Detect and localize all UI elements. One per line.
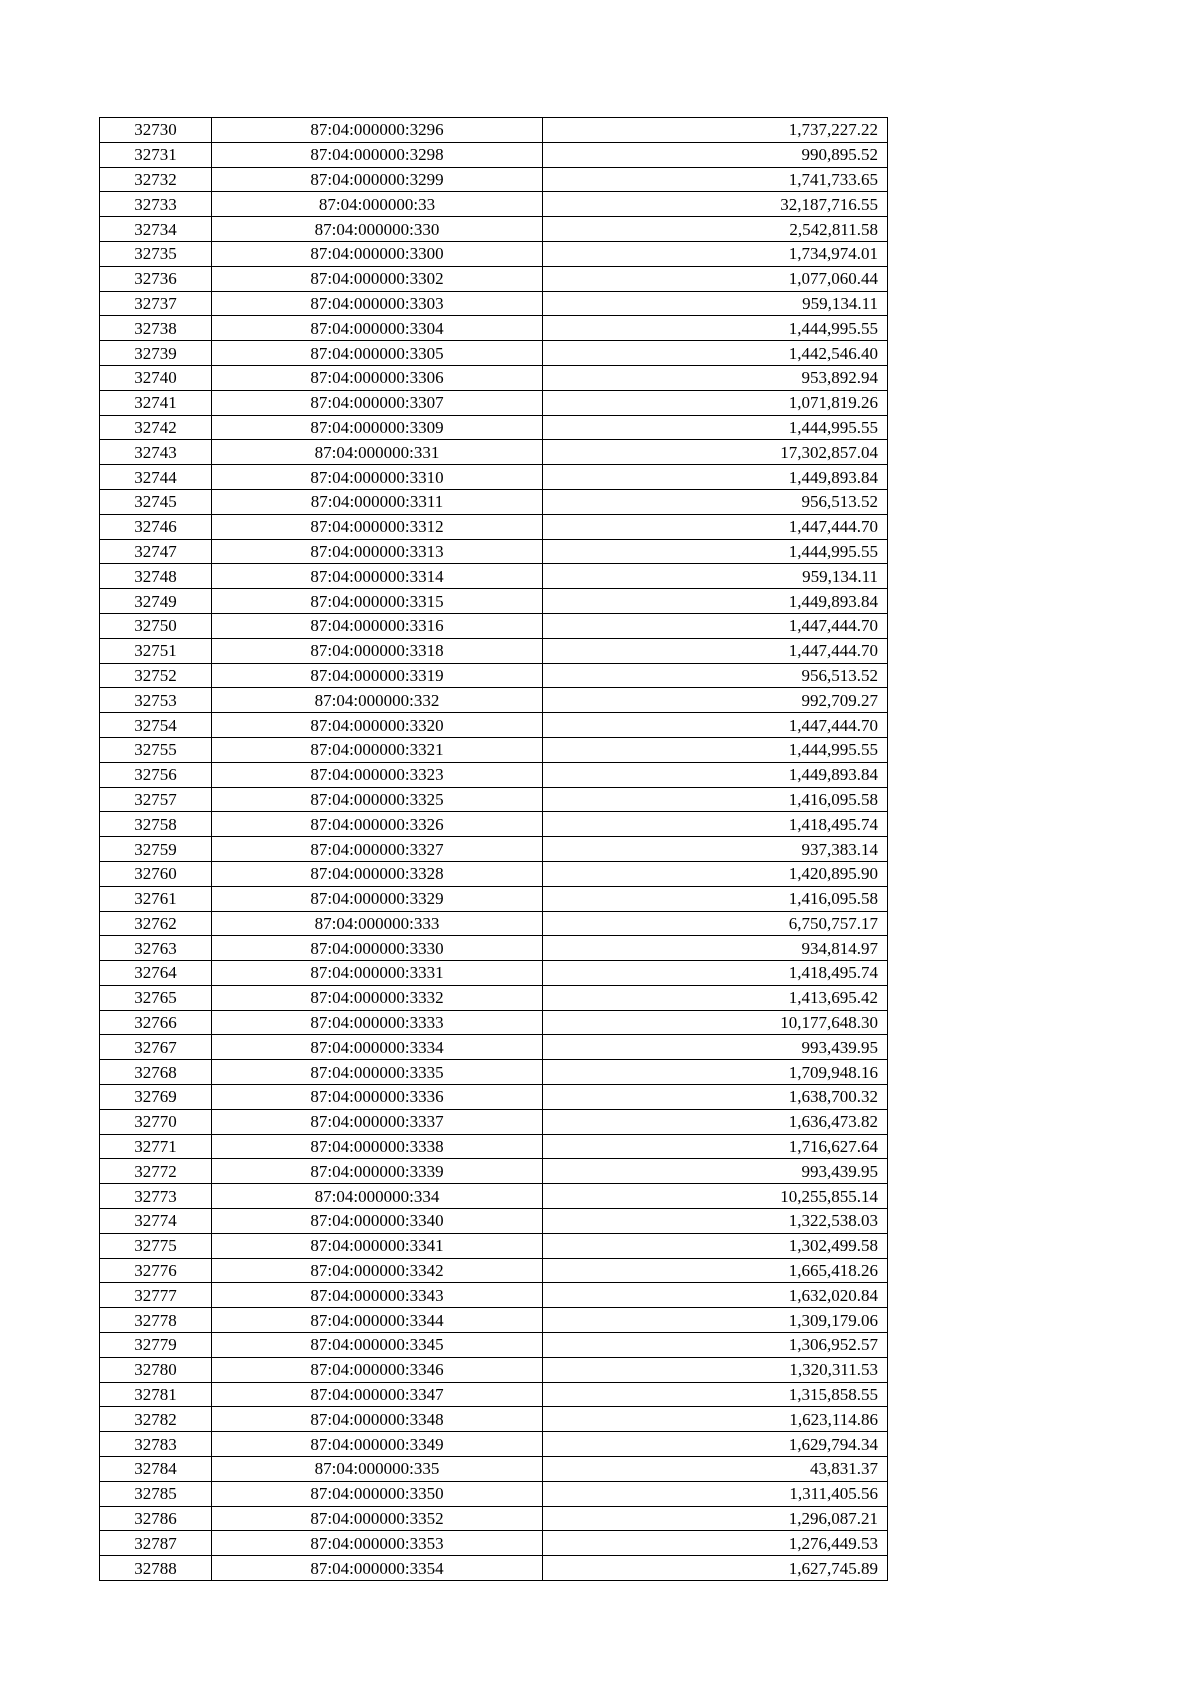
table-row	[100, 341, 888, 366]
value-cell: 959,134.11	[543, 564, 888, 589]
cadastral-number-cell: 87:04:000000:3326	[212, 812, 543, 837]
value-cell: 1,413,695.42	[543, 985, 888, 1010]
cadastral-number-cell: 87:04:000000:332	[212, 688, 543, 713]
row-number-cell: 32747	[100, 539, 212, 564]
cadastral-number-cell: 87:04:000000:3347	[212, 1382, 543, 1407]
table-row	[100, 1357, 888, 1382]
value-cell: 1,315,858.55	[543, 1382, 888, 1407]
table-row	[100, 1382, 888, 1407]
table-row	[100, 688, 888, 713]
table-row	[100, 1109, 888, 1134]
table-row	[100, 663, 888, 688]
table-row	[100, 142, 888, 167]
table-row	[100, 539, 888, 564]
value-cell: 10,255,855.14	[543, 1184, 888, 1209]
row-number-cell: 32737	[100, 291, 212, 316]
table-row	[100, 1481, 888, 1506]
cadastral-number-cell: 87:04:000000:3304	[212, 316, 543, 341]
table-row	[100, 365, 888, 390]
cadastral-number-cell: 87:04:000000:3331	[212, 961, 543, 986]
table-row	[100, 886, 888, 911]
cadastral-number-cell: 87:04:000000:3340	[212, 1209, 543, 1234]
table-row	[100, 936, 888, 961]
value-cell: 1,741,733.65	[543, 167, 888, 192]
row-number-cell: 32761	[100, 886, 212, 911]
cadastral-number-cell: 87:04:000000:3352	[212, 1506, 543, 1531]
value-cell: 1,442,546.40	[543, 341, 888, 366]
cadastral-number-cell: 87:04:000000:3341	[212, 1233, 543, 1258]
table-row	[100, 1010, 888, 1035]
cadastral-number-cell: 87:04:000000:3327	[212, 837, 543, 862]
table-row	[100, 440, 888, 465]
value-cell: 993,439.95	[543, 1159, 888, 1184]
row-number-cell: 32758	[100, 812, 212, 837]
value-cell: 1,449,893.84	[543, 762, 888, 787]
cadastral-number-cell: 87:04:000000:3314	[212, 564, 543, 589]
table-row	[100, 837, 888, 862]
value-cell: 1,276,449.53	[543, 1531, 888, 1556]
row-number-cell: 32730	[100, 118, 212, 143]
value-cell: 1,418,495.74	[543, 812, 888, 837]
value-cell: 1,447,444.70	[543, 638, 888, 663]
cadastral-number-cell: 87:04:000000:33	[212, 192, 543, 217]
value-cell: 1,320,311.53	[543, 1357, 888, 1382]
table-row	[100, 192, 888, 217]
row-number-cell: 32751	[100, 638, 212, 663]
row-number-cell: 32774	[100, 1209, 212, 1234]
cadastral-number-cell: 87:04:000000:3335	[212, 1060, 543, 1085]
table-row	[100, 514, 888, 539]
table-row	[100, 762, 888, 787]
value-cell: 934,814.97	[543, 936, 888, 961]
table-row	[100, 1134, 888, 1159]
row-number-cell: 32745	[100, 489, 212, 514]
cadastral-number-cell: 87:04:000000:3343	[212, 1283, 543, 1308]
table-row	[100, 1258, 888, 1283]
row-number-cell: 32754	[100, 713, 212, 738]
value-cell: 1,709,948.16	[543, 1060, 888, 1085]
value-cell: 1,444,995.55	[543, 316, 888, 341]
row-number-cell: 32753	[100, 688, 212, 713]
row-number-cell: 32768	[100, 1060, 212, 1085]
value-cell: 1,623,114.86	[543, 1407, 888, 1432]
cadastral-number-cell: 87:04:000000:3325	[212, 787, 543, 812]
table-row	[100, 1035, 888, 1060]
row-number-cell: 32752	[100, 663, 212, 688]
row-number-cell: 32780	[100, 1357, 212, 1382]
table-row	[100, 638, 888, 663]
value-cell: 990,895.52	[543, 142, 888, 167]
table-row	[100, 266, 888, 291]
cadastral-number-cell: 87:04:000000:3298	[212, 142, 543, 167]
cadastral-number-cell: 87:04:000000:3321	[212, 737, 543, 762]
cadastral-number-cell: 87:04:000000:3299	[212, 167, 543, 192]
cadastral-number-cell: 87:04:000000:335	[212, 1457, 543, 1482]
value-cell: 1,311,405.56	[543, 1481, 888, 1506]
value-cell: 1,447,444.70	[543, 514, 888, 539]
row-number-cell: 32746	[100, 514, 212, 539]
value-cell: 956,513.52	[543, 489, 888, 514]
cadastral-number-cell: 87:04:000000:3316	[212, 613, 543, 638]
value-cell: 32,187,716.55	[543, 192, 888, 217]
cadastral-number-cell: 87:04:000000:3339	[212, 1159, 543, 1184]
table-body	[100, 118, 888, 1581]
table-row	[100, 564, 888, 589]
value-cell: 1,077,060.44	[543, 266, 888, 291]
value-cell: 1,418,495.74	[543, 961, 888, 986]
cadastral-number-cell: 87:04:000000:3336	[212, 1085, 543, 1110]
row-number-cell: 32735	[100, 241, 212, 266]
cadastral-number-cell: 87:04:000000:333	[212, 911, 543, 936]
value-cell: 992,709.27	[543, 688, 888, 713]
value-cell: 1,416,095.58	[543, 787, 888, 812]
value-cell: 1,716,627.64	[543, 1134, 888, 1159]
value-cell: 1,447,444.70	[543, 713, 888, 738]
table-row	[100, 1407, 888, 1432]
cadastral-number-cell: 87:04:000000:3342	[212, 1258, 543, 1283]
row-number-cell: 32766	[100, 1010, 212, 1035]
row-number-cell: 32731	[100, 142, 212, 167]
row-number-cell: 32764	[100, 961, 212, 986]
row-number-cell: 32732	[100, 167, 212, 192]
row-number-cell: 32756	[100, 762, 212, 787]
table-row	[100, 589, 888, 614]
cadastral-number-cell: 87:04:000000:3344	[212, 1308, 543, 1333]
cadastral-number-cell: 87:04:000000:3348	[212, 1407, 543, 1432]
table-row	[100, 812, 888, 837]
table-row	[100, 1531, 888, 1556]
row-number-cell: 32743	[100, 440, 212, 465]
row-number-cell: 32782	[100, 1407, 212, 1432]
value-cell: 1,737,227.22	[543, 118, 888, 143]
cadastral-number-cell: 87:04:000000:3332	[212, 985, 543, 1010]
row-number-cell: 32787	[100, 1531, 212, 1556]
row-number-cell: 32748	[100, 564, 212, 589]
table-row	[100, 787, 888, 812]
row-number-cell: 32777	[100, 1283, 212, 1308]
table-row	[100, 1283, 888, 1308]
table-row	[100, 613, 888, 638]
table-row	[100, 291, 888, 316]
table-row	[100, 316, 888, 341]
value-cell: 1,449,893.84	[543, 589, 888, 614]
row-number-cell: 32776	[100, 1258, 212, 1283]
row-number-cell: 32760	[100, 861, 212, 886]
cadastral-number-cell: 87:04:000000:3318	[212, 638, 543, 663]
value-cell: 1,322,538.03	[543, 1209, 888, 1234]
table-row	[100, 861, 888, 886]
cadastral-value-table	[99, 117, 888, 1581]
table-row	[100, 713, 888, 738]
value-cell: 993,439.95	[543, 1035, 888, 1060]
table-row	[100, 390, 888, 415]
cadastral-number-cell: 87:04:000000:3302	[212, 266, 543, 291]
cadastral-number-cell: 87:04:000000:3313	[212, 539, 543, 564]
row-number-cell: 32744	[100, 465, 212, 490]
value-cell: 1,629,794.34	[543, 1432, 888, 1457]
table-row	[100, 1159, 888, 1184]
value-cell: 1,627,745.89	[543, 1556, 888, 1581]
value-cell: 956,513.52	[543, 663, 888, 688]
row-number-cell: 32779	[100, 1333, 212, 1358]
row-number-cell: 32742	[100, 415, 212, 440]
table-row	[100, 1085, 888, 1110]
cadastral-number-cell: 87:04:000000:330	[212, 217, 543, 242]
value-cell: 1,447,444.70	[543, 613, 888, 638]
row-number-cell: 32733	[100, 192, 212, 217]
table-row	[100, 118, 888, 143]
row-number-cell: 32785	[100, 1481, 212, 1506]
cadastral-number-cell: 87:04:000000:3338	[212, 1134, 543, 1159]
cadastral-number-cell: 87:04:000000:3354	[212, 1556, 543, 1581]
row-number-cell: 32775	[100, 1233, 212, 1258]
row-number-cell: 32738	[100, 316, 212, 341]
value-cell: 1,302,499.58	[543, 1233, 888, 1258]
table-row	[100, 1506, 888, 1531]
cadastral-number-cell: 87:04:000000:3353	[212, 1531, 543, 1556]
row-number-cell: 32772	[100, 1159, 212, 1184]
cadastral-number-cell: 87:04:000000:3328	[212, 861, 543, 886]
row-number-cell: 32740	[100, 365, 212, 390]
table-row	[100, 961, 888, 986]
cadastral-number-cell: 87:04:000000:3334	[212, 1035, 543, 1060]
table-row	[100, 1060, 888, 1085]
value-cell: 1,636,473.82	[543, 1109, 888, 1134]
row-number-cell: 32773	[100, 1184, 212, 1209]
cadastral-number-cell: 87:04:000000:3323	[212, 762, 543, 787]
table-row	[100, 1457, 888, 1482]
table-row	[100, 489, 888, 514]
row-number-cell: 32739	[100, 341, 212, 366]
row-number-cell: 32769	[100, 1085, 212, 1110]
table-row	[100, 911, 888, 936]
value-cell: 2,542,811.58	[543, 217, 888, 242]
value-cell: 43,831.37	[543, 1457, 888, 1482]
value-cell: 1,444,995.55	[543, 415, 888, 440]
table-row	[100, 1233, 888, 1258]
value-cell: 1,638,700.32	[543, 1085, 888, 1110]
cadastral-number-cell: 87:04:000000:3310	[212, 465, 543, 490]
value-cell: 1,296,087.21	[543, 1506, 888, 1531]
cadastral-number-cell: 87:04:000000:3305	[212, 341, 543, 366]
value-cell: 1,416,095.58	[543, 886, 888, 911]
row-number-cell: 32736	[100, 266, 212, 291]
cadastral-number-cell: 87:04:000000:3345	[212, 1333, 543, 1358]
row-number-cell: 32784	[100, 1457, 212, 1482]
table-row	[100, 415, 888, 440]
cadastral-number-cell: 87:04:000000:3300	[212, 241, 543, 266]
row-number-cell: 32767	[100, 1035, 212, 1060]
value-cell: 1,071,819.26	[543, 390, 888, 415]
value-cell: 1,734,974.01	[543, 241, 888, 266]
cadastral-number-cell: 87:04:000000:3319	[212, 663, 543, 688]
cadastral-number-cell: 87:04:000000:3337	[212, 1109, 543, 1134]
cadastral-number-cell: 87:04:000000:3329	[212, 886, 543, 911]
table-row	[100, 217, 888, 242]
cadastral-number-cell: 87:04:000000:3320	[212, 713, 543, 738]
row-number-cell: 32788	[100, 1556, 212, 1581]
cadastral-number-cell: 87:04:000000:3349	[212, 1432, 543, 1457]
table-row	[100, 1432, 888, 1457]
table-row	[100, 1308, 888, 1333]
table-row	[100, 1184, 888, 1209]
cadastral-number-cell: 87:04:000000:3307	[212, 390, 543, 415]
cadastral-number-cell: 87:04:000000:3315	[212, 589, 543, 614]
row-number-cell: 32757	[100, 787, 212, 812]
row-number-cell: 32765	[100, 985, 212, 1010]
table-row	[100, 465, 888, 490]
cadastral-number-cell: 87:04:000000:3303	[212, 291, 543, 316]
cadastral-number-cell: 87:04:000000:3296	[212, 118, 543, 143]
cadastral-number-cell: 87:04:000000:3350	[212, 1481, 543, 1506]
row-number-cell: 32762	[100, 911, 212, 936]
row-number-cell: 32771	[100, 1134, 212, 1159]
value-cell: 1,420,895.90	[543, 861, 888, 886]
value-cell: 959,134.11	[543, 291, 888, 316]
value-cell: 1,632,020.84	[543, 1283, 888, 1308]
value-cell: 6,750,757.17	[543, 911, 888, 936]
value-cell: 953,892.94	[543, 365, 888, 390]
value-cell: 937,383.14	[543, 837, 888, 862]
table-row	[100, 167, 888, 192]
value-cell: 17,302,857.04	[543, 440, 888, 465]
cadastral-number-cell: 87:04:000000:3330	[212, 936, 543, 961]
value-cell: 1,665,418.26	[543, 1258, 888, 1283]
table-row	[100, 985, 888, 1010]
cadastral-number-cell: 87:04:000000:3311	[212, 489, 543, 514]
value-cell: 1,444,995.55	[543, 539, 888, 564]
cadastral-number-cell: 87:04:000000:3346	[212, 1357, 543, 1382]
cadastral-number-cell: 87:04:000000:3309	[212, 415, 543, 440]
row-number-cell: 32749	[100, 589, 212, 614]
row-number-cell: 32750	[100, 613, 212, 638]
value-cell: 1,309,179.06	[543, 1308, 888, 1333]
row-number-cell: 32786	[100, 1506, 212, 1531]
value-cell: 1,306,952.57	[543, 1333, 888, 1358]
value-cell: 1,449,893.84	[543, 465, 888, 490]
cadastral-number-cell: 87:04:000000:3306	[212, 365, 543, 390]
cadastral-number-cell: 87:04:000000:3312	[212, 514, 543, 539]
table-row	[100, 1209, 888, 1234]
row-number-cell: 32755	[100, 737, 212, 762]
cadastral-number-cell: 87:04:000000:334	[212, 1184, 543, 1209]
table-row	[100, 1556, 888, 1581]
row-number-cell: 32770	[100, 1109, 212, 1134]
table-row	[100, 737, 888, 762]
table-row	[100, 241, 888, 266]
row-number-cell: 32741	[100, 390, 212, 415]
row-number-cell: 32734	[100, 217, 212, 242]
value-cell: 1,444,995.55	[543, 737, 888, 762]
table-row	[100, 1333, 888, 1358]
row-number-cell: 32781	[100, 1382, 212, 1407]
row-number-cell: 32759	[100, 837, 212, 862]
row-number-cell: 32778	[100, 1308, 212, 1333]
value-cell: 10,177,648.30	[543, 1010, 888, 1035]
row-number-cell: 32763	[100, 936, 212, 961]
cadastral-number-cell: 87:04:000000:3333	[212, 1010, 543, 1035]
row-number-cell: 32783	[100, 1432, 212, 1457]
cadastral-number-cell: 87:04:000000:331	[212, 440, 543, 465]
